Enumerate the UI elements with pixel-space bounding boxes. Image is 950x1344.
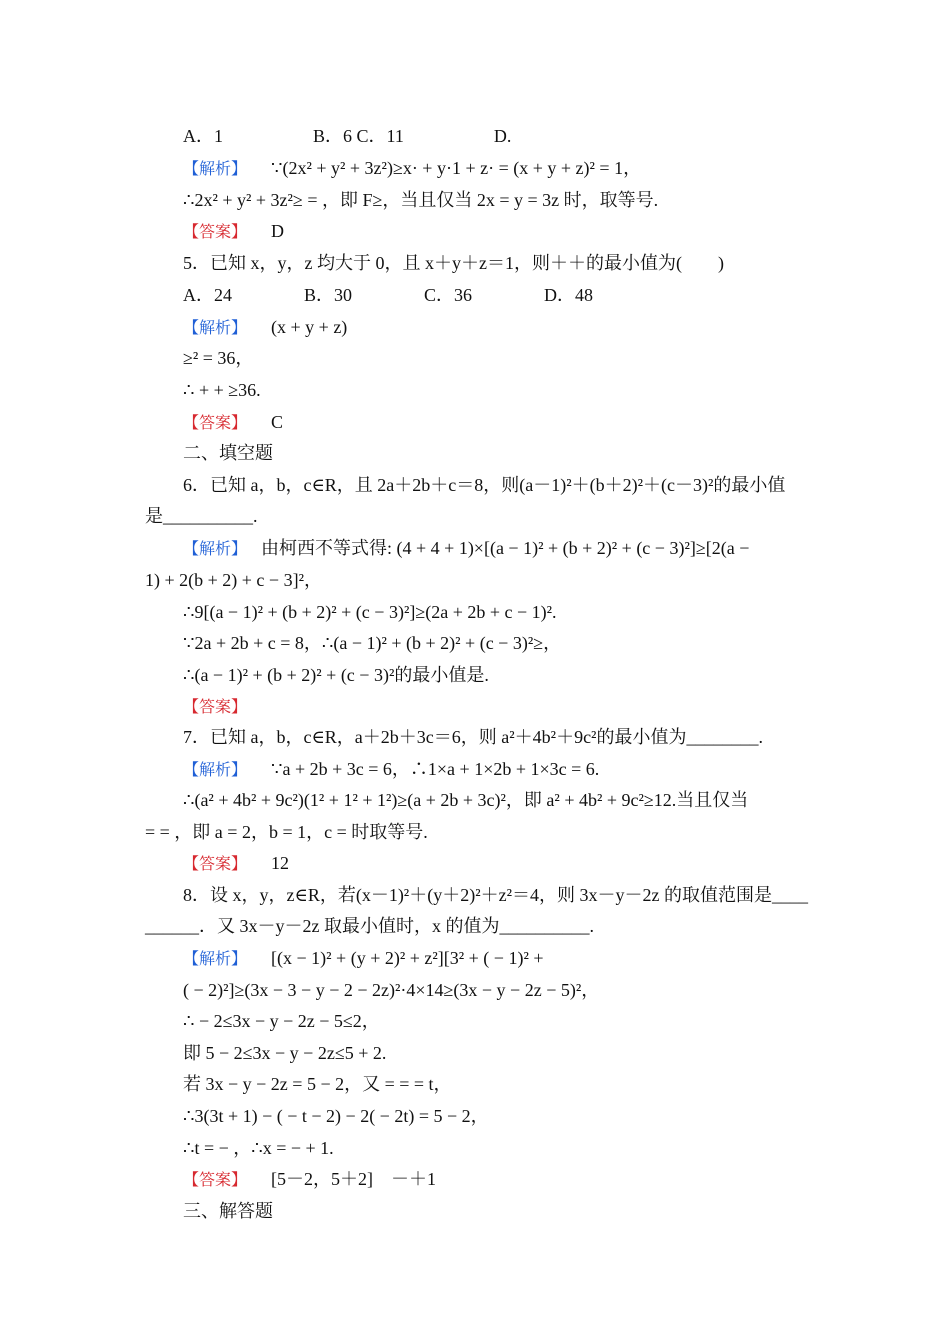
q8-analysis-line: ( − 2)²]≥(3x − 3 − y − 2 − 2z)²·4×14≥(3x − y − 2z − 5)²，: [183, 980, 600, 1000]
q4-analysis-line: ∴2x² + y² + 3z²≥ = ，即 F≥，当且仅当 2x = y = 3z 时，取等号.: [183, 190, 659, 210]
q7-answer-line: 【答案】 12: [183, 853, 290, 873]
q6-analysis-line: 1) + 2(b + 2) + c − 3]²，: [145, 570, 322, 590]
q8-stem: 8．设 x，y，z∈R，若(x－1)²＋(y＋2)²＋z²＝4，则 3x－y－2z 的取值范围是____: [183, 885, 808, 905]
q6-analysis-line: ∴(a − 1)² + (b + 2)² + (c − 3)²的最小值是.: [183, 665, 489, 685]
q8-analysis-line: 【解析】 [(x − 1)² + (y + 2)² + z²][3² + ( − 1)² +: [183, 948, 544, 968]
analysis-tag: 【解析】: [183, 760, 248, 779]
q8-analysis-line: 即 5 − 2≤3x − y − 2z≤5 + 2.: [183, 1043, 387, 1063]
section-heading: 二、填空题: [183, 443, 273, 463]
q4-analysis-line: 【解析】 ∵(2x² + y² + 3z²)≥x· + y·1 + z· = (x + y + z)² = 1，: [183, 158, 642, 178]
analysis-tag: 【解析】: [183, 159, 248, 178]
q7-analysis-line: 【解析】 ∵a + 2b + 3c = 6，∴1×a + 1×2b + 1×3c = 6.: [183, 759, 600, 779]
q6-analysis-line: ∴9[(a − 1)² + (b + 2)² + (c − 3)²]≥(2a + 2b + c − 1)².: [183, 602, 557, 622]
q8-analysis-line: ∴3(3t + 1) − ( − t − 2) − 2( − 2t) = 5 − 2，: [183, 1106, 489, 1126]
q6-stem-cont: 是__________.: [145, 506, 258, 526]
q4-answer-line: 【答案】 D: [183, 221, 285, 241]
q5-answer-line: 【答案】 C: [183, 412, 284, 432]
q8-answer-line: 【答案】 [5－2，5＋2] －＋1: [183, 1169, 437, 1189]
q6-answer-line: [183, 694, 271, 719]
q8-analysis-line: ∴ − 2≤3x − y − 2z − 5≤2，: [183, 1011, 380, 1031]
q4-options: A．1 B．6 C．11 D.: [183, 126, 512, 146]
answer-tag: 【答案】: [183, 222, 248, 241]
answer-tag: 【答案】: [183, 1170, 248, 1189]
q8-analysis-line: 若 3x − y − 2z = 5 − 2，又 = = = t，: [183, 1074, 452, 1094]
q6-stem: 6．已知 a，b，c∈R，且 2a＋2b＋c＝8，则(a－1)²＋(b＋2)²＋(c－3)²的最小值: [183, 475, 786, 495]
q5-analysis-line: ≥² = 36，: [183, 348, 254, 368]
q5-analysis-line: ∴ + + ≥36.: [183, 380, 261, 400]
analysis-tag: 【解析】: [183, 949, 248, 968]
answer-tag: 【答案】: [183, 854, 248, 873]
q7-analysis-line: = = ，即 a = 2，b = 1，c = 时取等号.: [145, 822, 428, 842]
analysis-tag: 【解析】: [183, 539, 248, 558]
q7-stem: 7．已知 a，b，c∈R，a＋2b＋3c＝6，则 a²＋4b²＋9c²的最小值为________.: [183, 727, 763, 747]
q5-analysis-line: 【解析】 (x + y + z): [183, 317, 348, 337]
answer-tag: 【答案】: [183, 413, 248, 432]
section-heading: 三、解答题: [183, 1201, 273, 1221]
q8-stem-cont: ______．又 3x－y－2z 取最小值时，x 的值为__________.: [145, 916, 594, 936]
q7-analysis-line: ∴(a² + 4b² + 9c²)(1² + 1² + 1²)≥(a + 2b + 3c)²，即 a² + 4b² + 9c²≥12.当且仅当: [183, 790, 749, 810]
answer-tag: 【答案】: [183, 697, 248, 716]
q6-analysis-line: ∵2a + 2b + c = 8，∴(a − 1)² + (b + 2)² + (c − 3)²≥，: [183, 633, 562, 653]
analysis-tag: 【解析】: [183, 318, 248, 337]
q6-analysis-line: 【解析】 由柯西不等式得: (4 + 4 + 1)×[(a − 1)² + (b + 2)² + (c − 3)²]≥[2(a −: [183, 538, 750, 558]
q5-options: A．24 B．30 C．36 D．48: [183, 285, 594, 305]
q5-stem: 5．已知 x，y，z 均大于 0，且 x＋y＋z＝1，则＋＋的最小值为( ): [183, 253, 724, 273]
q8-analysis-line: ∴t = − ，∴x = − + 1.: [183, 1138, 334, 1158]
